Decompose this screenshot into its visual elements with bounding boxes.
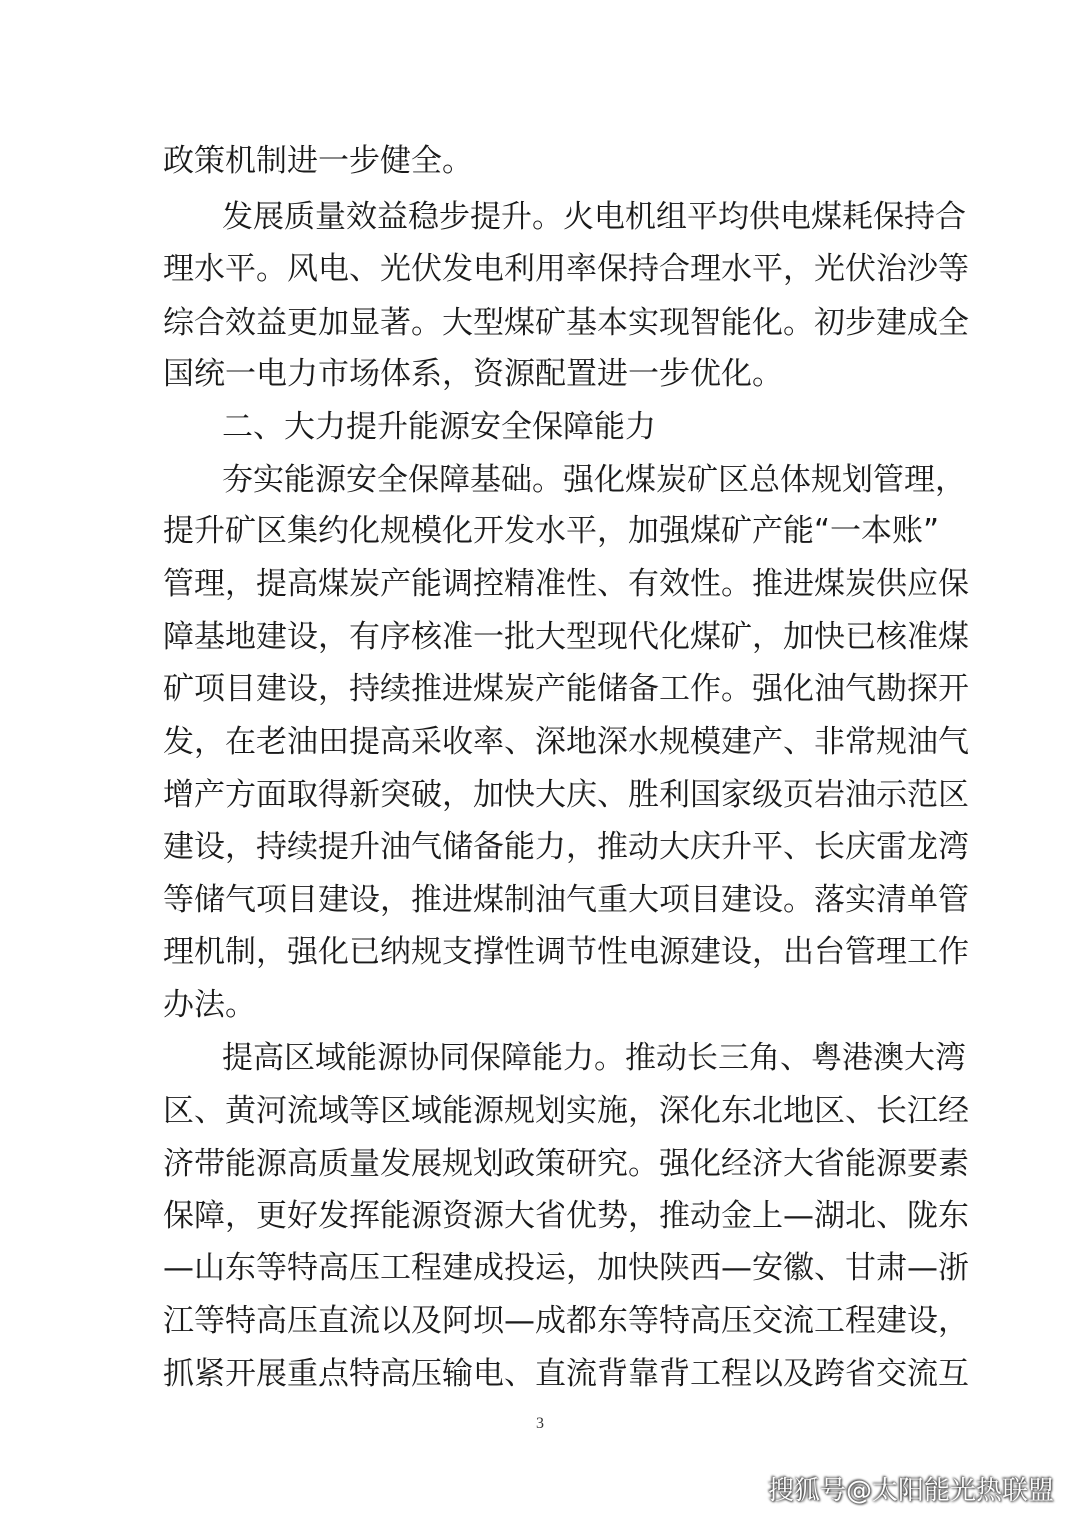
text-line: 综合效益更加显著。大型煤矿基本实现智能化。初步建成全 <box>163 305 969 341</box>
text-line: 发展质量效益稳步提升。火电机组平均供电煤耗保持合 <box>222 199 966 235</box>
text-line: 等储气项目建设，推进煤制油气重大项目建设。落实清单管 <box>163 882 969 918</box>
text-line: 提高区域能源协同保障能力。推动长三角、粤港澳大湾 <box>222 1040 966 1076</box>
watermark: 搜狐号@太阳能光热联盟 <box>767 1476 1054 1506</box>
text-line: 增产方面取得新突破，加快大庆、胜利国家级页岩油示范区 <box>163 777 969 813</box>
text-line: 建设，持续提升油气储备能力，推动大庆升平、长庆雷龙湾 <box>163 829 969 865</box>
text-line: 理机制，强化已纳规支撑性调节性电源建设，出台管理工作 <box>163 934 969 970</box>
text-line: 江等特高压直流以及阿坝—成都东等特高压交流工程建设， <box>163 1303 969 1339</box>
text-line: 政策机制进一步健全。 <box>163 143 473 179</box>
text-line: —山东等特高压工程建成投运，加快陕西—安徽、甘肃—浙 <box>163 1250 969 1286</box>
text-line: 办法。 <box>163 987 256 1023</box>
text-line: 管理，提高煤炭产能调控精准性、有效性。推进煤炭供应保 <box>163 566 969 602</box>
section-heading: 二、大力提升能源安全保障能力 <box>222 409 656 445</box>
text-line: 国统一电力市场体系，资源配置进一步优化。 <box>163 356 783 392</box>
text-line: 提升矿区集约化规模化开发水平，加强煤矿产能“一本账” <box>163 513 940 549</box>
text-line: 保障，更好发挥能源资源大省优势，推动金上—湖北、陇东 <box>163 1198 969 1234</box>
text-line: 区、黄河流域等区域能源规划实施，深化东北地区、长江经 <box>163 1093 969 1129</box>
page-number: 3 <box>536 1415 544 1432</box>
text-line: 发，在老油田提高采收率、深地深水规模建产、非常规油气 <box>163 724 969 760</box>
text-line: 夯实能源安全保障基础。强化煤炭矿区总体规划管理， <box>222 462 966 498</box>
text-line: 理水平。风电、光伏发电利用率保持合理水平，光伏治沙等 <box>163 251 969 287</box>
text-line: 矿项目建设，持续推进煤炭产能储备工作。强化油气勘探开 <box>163 671 969 707</box>
text-line: 济带能源高质量发展规划政策研究。强化经济大省能源要素 <box>163 1146 969 1182</box>
text-line: 障基地建设，有序核准一批大型现代化煤矿，加快已核准煤 <box>163 619 969 655</box>
text-line: 抓紧开展重点特高压输电、直流背靠背工程以及跨省交流互 <box>163 1356 969 1392</box>
